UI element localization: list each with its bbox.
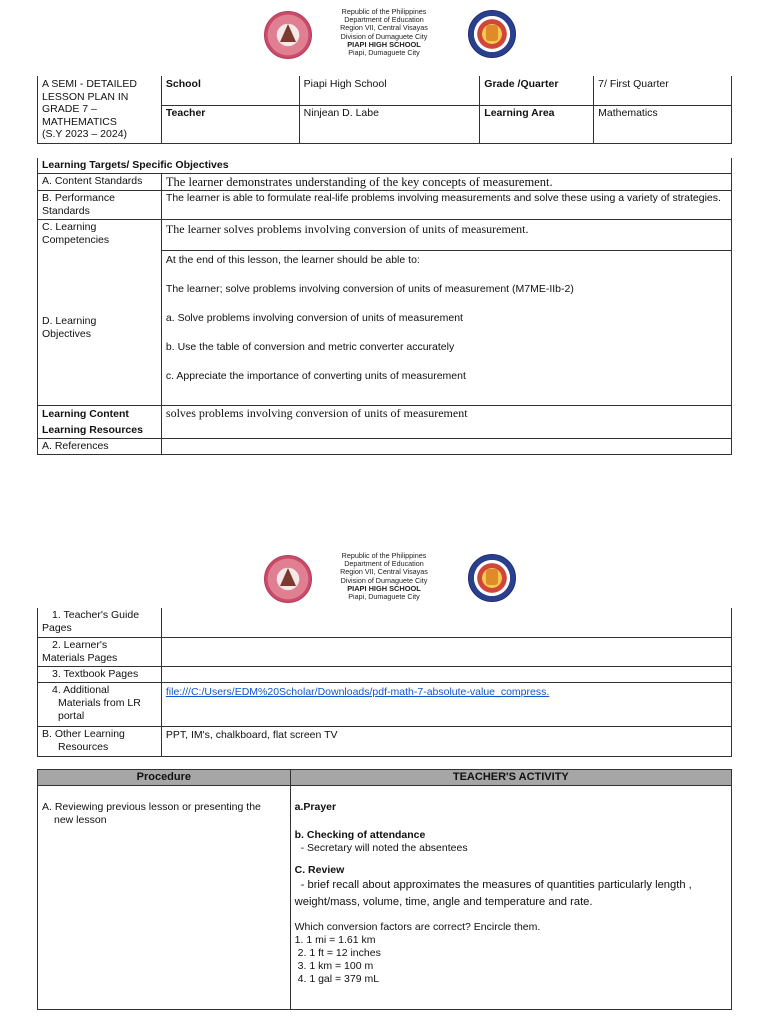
conversion-item: 4. 1 gal = 379 mL [297, 973, 380, 985]
learning-content-heading: Learning Content [38, 406, 162, 423]
lesson-info-table [37, 76, 732, 144]
performance-standards-text: The learner is able to formulate real-life problems involving measurements and solve these using a variety of strategies. [161, 191, 731, 220]
deped-seal-icon [468, 554, 516, 602]
additional-materials-value [161, 682, 731, 726]
conversion-item: 2. 1 ft = 12 inches [297, 947, 381, 959]
learning-content-value: solves problems involving conversion of units of measurement [161, 406, 731, 423]
textbook-pages-label: 3. Textbook Pages [38, 666, 162, 682]
header-text: Republic of the Philippines Department of Education Region VII, Central Visayas Division of Dumaguete City PIAPI HIGH SCHOOL Piapi, Dumaguete City [340, 7, 428, 58]
teacher-value: Ninjean D. Labe [299, 105, 480, 143]
other-resources-value: PPT, IM's, chalkboard, flat screen TV [161, 726, 731, 756]
grade-label: Grade /Quarter [480, 76, 594, 105]
learners-materials-value [161, 637, 731, 666]
deped-seal-icon [468, 10, 516, 58]
teacher-label: Teacher [161, 105, 299, 143]
textbook-pages-value [161, 666, 731, 682]
attendance-heading: b. Checking of attendance [294, 829, 426, 841]
prayer-heading: a.Prayer [294, 801, 337, 813]
references-label: A. References [38, 439, 162, 455]
conversion-item: 3. 1 km = 100 m [297, 960, 374, 972]
references-value [161, 439, 731, 455]
area-value: Mathematics [594, 105, 732, 143]
review-note-line-1: - brief recall about approximates the measures of quantities particularly length , [300, 879, 692, 891]
header-text: Republic of the Philippines Department of Education Region VII, Central Visayas Division of Dumaguete City PIAPI HIGH SCHOOL Piapi, Dumaguete City [340, 551, 428, 602]
attendance-note: - Secretary will noted the absentees [300, 842, 468, 854]
competencies-text: The learner solves problems involving conversion of units of measurement. [161, 220, 731, 251]
procedure-step-a: A. Reviewing previous lesson or presenting the new lesson [38, 786, 291, 1010]
review-note-line-2: weight/mass, volume, time, angle and temperature and rate. [294, 896, 593, 908]
review-heading: C. Review [294, 864, 345, 876]
conversion-question: Which conversion factors are correct? Encircle them. [294, 921, 541, 933]
procedure-header: Procedure [38, 770, 291, 786]
learning-targets-table [37, 158, 732, 455]
content-standards-text: The learner demonstrates understanding of the key concepts of measurement. [161, 174, 731, 191]
learning-resources-heading: Learning Resources [38, 423, 162, 439]
teachers-guide-value [161, 608, 731, 637]
objectives-label: D. Learning Objectives [38, 251, 162, 406]
content-standards-label: A. Content Standards [38, 174, 162, 191]
lr-portal-link[interactable]: file:///C:/Users/EDM%20Scholar/Downloads/pdf-math-7-absolute-value_compress. [165, 685, 550, 698]
learners-materials-label: 2. Learner's Materials Pages [38, 637, 162, 666]
procedure-table [37, 769, 732, 1010]
teachers-guide-label: 1. Teacher's Guide Pages [38, 608, 162, 637]
teacher-activity-header: TEACHER'S ACTIVITY [290, 770, 731, 786]
area-label: Learning Area [480, 105, 594, 143]
resources-table [37, 608, 732, 757]
targets-heading: Learning Targets/ Specific Objectives [38, 158, 732, 174]
learning-resources-empty [161, 423, 731, 439]
teacher-activity-cell [290, 786, 731, 1010]
additional-materials-label: 4. Additional Materials from LR portal [38, 682, 162, 726]
school-value: Piapi High School [299, 76, 480, 105]
other-resources-label: B. Other Learning Resources [38, 726, 162, 756]
lesson-title: A SEMI - DETAILED LESSON PLAN IN GRADE 7 – MATHEMATICS (S.Y 2023 – 2024) [38, 76, 162, 143]
competencies-label: C. Learning Competencies [38, 220, 162, 251]
performance-standards-label: B. Performance Standards [38, 191, 162, 220]
school-label: School [161, 76, 299, 105]
conversion-item: 1. 1 mi = 1.61 km [294, 934, 376, 946]
objectives-text: At the end of this lesson, the learner should be able to: The learner; solve problems involving conversion of units of measurement (M7ME-IIb-2) a. Solve problems involving conversion of units of measurement b. Use the table of conversion and metric converter accurately c. Appreciate the importance of converting units of measurement [161, 251, 731, 406]
grade-value: 7/ First Quarter [594, 76, 732, 105]
